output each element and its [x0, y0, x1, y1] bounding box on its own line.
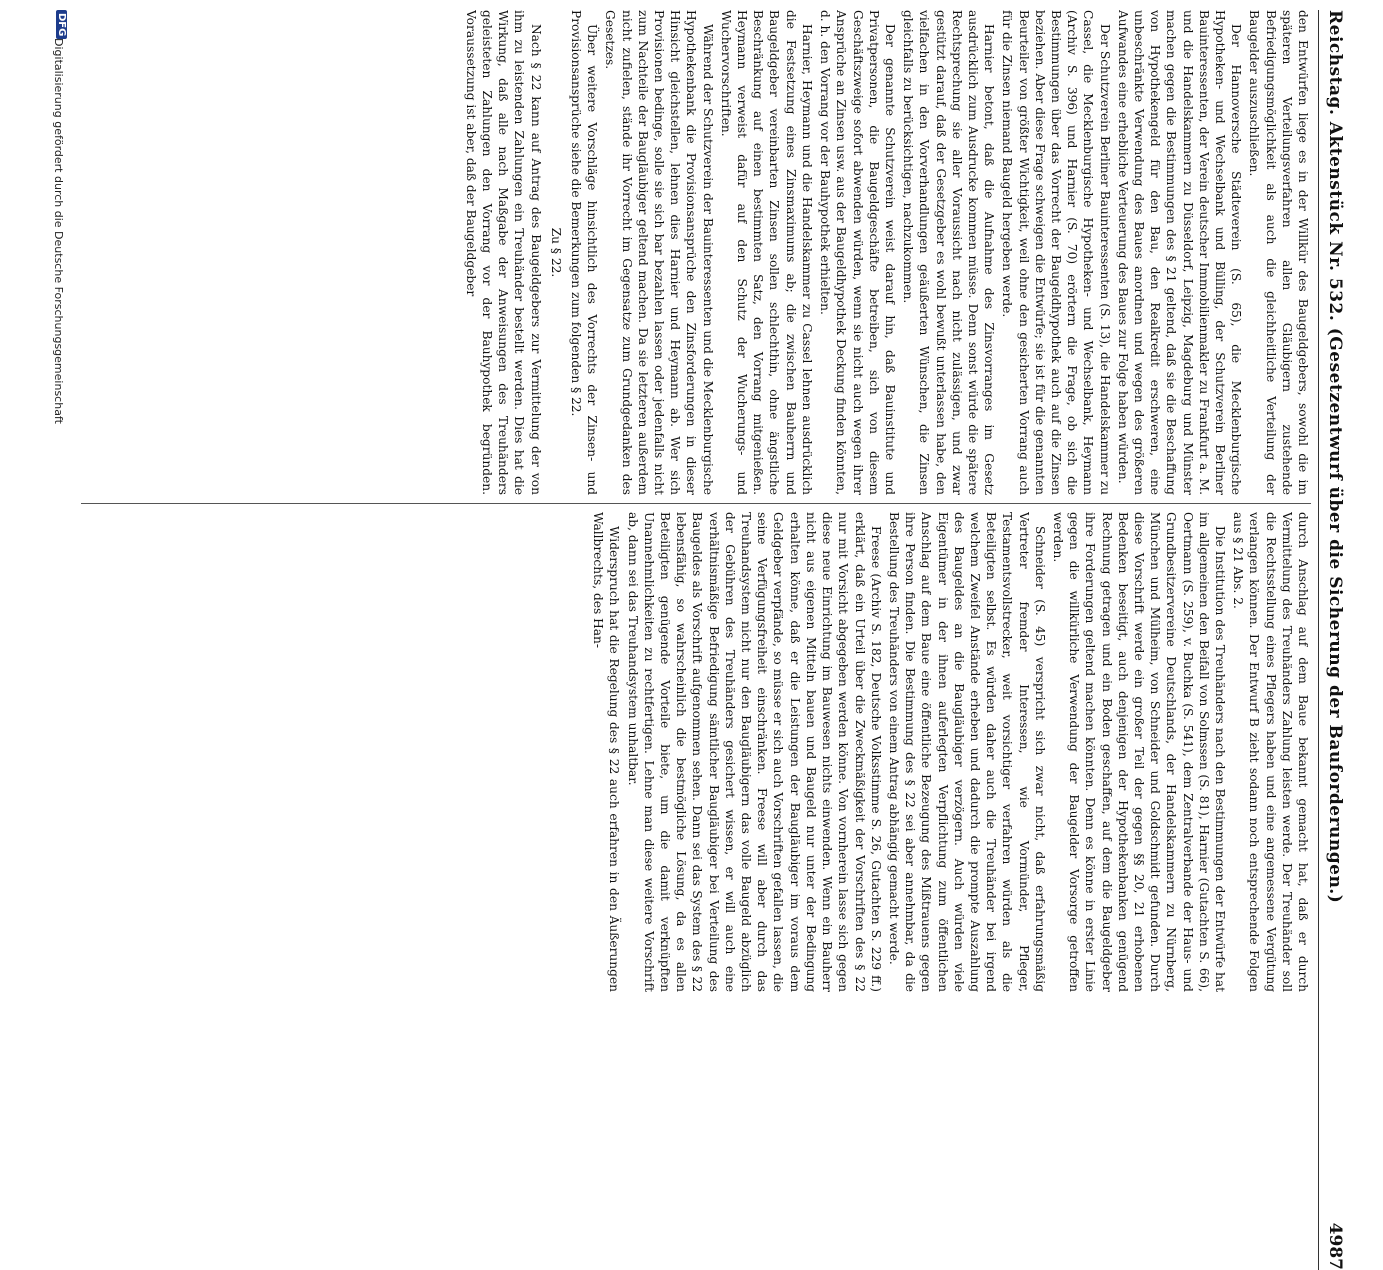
right-column-paragraph: durch Anschlag auf dem Baue bekannt gemacht hat, daß er durch Vermittelung des Treuhänders Zahlung leisten werde. Der Treuhänder soll die Rechtsstellung eines Pflegers haben und eine angemessene Vergütung verlangen können. Der Entwurf B zieht sodann noch entsprechende Folgen aus § 21 Abs. 2. — [1231, 512, 1310, 992]
right-column-paragraph: Freese (Archiv S. 182, Deutsche Volksstimme S. 26, Gutachten S. 229 ff.) erklärt, daß ein Urteil über die Zweckmäßigkeit der Vorschriften des § 22 nur mit Vorsicht abgegeben werden könne. Von vornherein lasse sich gegen diese neue Einrichtung im Bauwesen nichts einwenden. Wenn ein Bauherr nicht aus eigenen Mitteln bauen und Baugeld nur unter der Bedingung erhalten könne, daß er die Leistungen der Baugläubiger im voraus dem Geldgeber verpfände, so müsse er sich auch Vorschriften gefallen lassen, die seine Verfügungsfreiheit einschränken. Freese will aber durch das Treuhandsystem nicht nur den Baugläubigern das volle Baugeld abzüglich der Gebühren des Treuhänders gesichert wissen, er will auch eine verhältnismäßige Befriedigung sämtlicher Baugläubiger bei Verteilung des Baugeldes als Vorschrift aufgenommen sehen. Dann sei das System des § 22 lebensfähig, so wahrscheinlich die bestmögliche Lösung, da es allen Beteiligten genügende Vorteile biete, um die damit verknüpften Unannehmlichkeiten zu rechtfertigen. Lehne man diese weitere Vorschrift ab, dann sei das Treuhandsystem unhaltbar. — [625, 512, 883, 992]
right-column-paragraph: Die Institution des Treuhänders nach den Bestimmungen der Entwürfe hat im allgemeinen den Beifall von Solmssen (S. 81), Harnier (Gutachten S. 66), Oertmann (S. 259), v. Buchka (S. 541), dem Zentralverbande der Haus- und Grundbesitzervereine Deutschlands, der Handelskammern zu Nürnberg, München und Mülheim, von Schneider und Goldschmidt gefunden. Durch diese Vorschrift werde ein großer Teil der gegen §§ 20, 21 erhobenen Bedenken beseitigt, auch denjenigen der Hypothekenbanken genügend Rechnung getragen und ein Boden geschaffen, auf dem die Baugeldgeber ihre Forderungen geltend machen könnten. Denn es könne in erster Linie gegen die willkürliche Verwendung der Baugelder Vorsorge getroffen werden. — [1050, 512, 1227, 992]
right-column-paragraph: Schneider (S. 45) verspricht sich zwar nicht, daß erfahrungsmäßig Vertreter fremder Interessen, wie Vormünder, Pfleger, Testamentsvollstrecker, weit vorsichtiger verfahren würden als die Beteiligten selbst. Es würden daher auch die Treuhänder bei irgend welchem Zweifel Anstände erheben und dadurch die prompte Auszahlung des Baugeldes an die Baugläubiger verzögern. Auch würden viele Eigentümer in der ihnen auferlegten Verpflichtung zum öffentlichen Anschlag auf dem Baue eine öffentliche Bezeugung des Mißtrauens gegen ihre Person finden. Die Bestimmung des § 22 sei aber annehmbar, da die Bestellung des Treuhänders von einem Antrag abhängig gemacht werde. — [886, 512, 1047, 992]
running-title: Reichstag. Aktenstück Nr. 532. (Gesetzentwurf über die Sicherung der Bauforderungen.) — [1325, 10, 1345, 904]
page-header — [1321, 10, 1345, 1270]
left-column-paragraph: den Entwürfen liege es in der Willkür des Baugeldgebers, sowohl die im späteren Verteilungsverfahren allen Gläubigern zustehende Befriedigungsmöglichkeit als auch die gleichheitliche Verteilung der Baugelder auszuschließen. — [1247, 10, 1310, 495]
digitization-credit: Digitalisierung gefördert durch die Deutsche Forschungsgemeinschaft — [52, 38, 65, 424]
right-column — [76, 512, 1311, 992]
left-column — [76, 10, 1311, 495]
left-column-paragraph: Nach § 22 kann auf Antrag des Baugeldgebers zur Vermittelung der von ihm zu leistenden Zahlungen ein Treuhänder bestellt werden. Dies hat die Wirkung, daß alle nach Maßgabe der Anweisungen des Treuhänders geleisteten Zahlungen den Vorrang vor der Bauhypothek begründen. Voraussetzung ist aber, daß der Baugeldgeber — [463, 10, 543, 495]
column-divider — [81, 503, 1311, 504]
right-column-paragraph: Widerspruch hat die Regelung des § 22 auch erfahren in den Äußerungen Wallbrechts, des Han- — [591, 512, 622, 992]
left-column-paragraph: Harnier betont, daß die Aufnahme des Zinsvorranges im Gesetz ausdrücklich zum Ausdrucke kommen müsse. Denn sonst würde die spätere Rechtsprechung sie aller Voraussicht nach nicht zulässigen, und zwar gestützt darauf, daß der Gesetzgeber es wohl bewußt unterlassen habe, den vielfachen in den Vorverhandlungen geäußerten Wünschen, die Zinsen gleichfalls zu berücksichtigen, nachzukommen. — [901, 10, 997, 495]
page-number: 4987 — [1325, 1222, 1345, 1270]
left-column-paragraph: Während der Schutzverein der Bauinteressenten und die Mecklenburgische Hypothekenbank die Provisionsansprüche den Zinsforderungen in dieser Hinsicht gleichstellen, lehnen dies Harnier und Heymann ab. Wer sich Provisionen bedinge, solle sie sich bar bezahlen lassen oder jedenfalls nicht zum Nachteile der Baugläubiger geltend machen. Da sie letzteren außerdem nicht zufielen, stände ihr Vorrecht im Gegensatze zum Grundgedanken des Gesetzes. — [603, 10, 715, 495]
left-column-paragraph: Der Schutzverein Berliner Bauinteressenten (S. 13), die Handelskammer zu Cassel, die Mecklenburgische Hypotheken- und Wechselbank, Heymann (Archiv S. 396) und Harnier (S. 70) erörtern die Frage, ob sich die Bestimmungen über das Vorrecht der Baugeldhypothek auch auf die Zinsen beziehen. Aber diese Frage schweigen die Entwürfe; sie ist für die genannten Beurteiler von größter Wichtigkeit, weil ohne den gesicherten Vorrang auch für die Zinsen niemand Baugeld hergeben werde. — [1000, 10, 1112, 495]
left-column-paragraph: Der Hannoversche Städteverein (S. 65), die Mecklenburgische Hypotheken- und Wechselbank und Bülling, der Schutzverein Berliner Bauinteressenten, der Verein deutscher Immobilienmakler zu Frankfurt a. M. und die Handelskammern zu Düsseldorf, Leipzig, Magdeburg und Münster machen gegen die Bestimmungen des § 21 geltend, daß sie die Beschaffung von Hypothekengeld für den Bau, den Realkredit erschweren, eine unbeschränkte Verwendung des Baues anordnen und wegen des größeren Aufwandes eine erhebliche Verteuerung des Baues zur Folge haben würden. — [1115, 10, 1244, 495]
header-rule — [1318, 10, 1319, 1270]
left-column-paragraph: Über weitere Vorschläge hinsichtlich des Vorrechts der Zinsen- und Provisionsansprüche siehe die Bemerkungen zum folgenden § 22. — [569, 10, 600, 495]
left-column-paragraph: Der genannte Schutzverein weist darauf hin, daß Bauinstitute und Privatpersonen, die Baugeldgeschäfte betreiben, sich von diesem Geschäftszweige sofort abwenden würden, wenn sie nicht auch wegen ihrer Ansprüche an Zinsen usw. aus der Baugeldhypothek Deckung finden könnten, d. h. den Vorrang vor der Bauhypothek erhielten. — [818, 10, 897, 495]
dfg-logo: DFG — [56, 10, 67, 39]
left-column-paragraph: Zu § 22. — [548, 227, 563, 278]
left-column-paragraph: Harnier, Heymann und die Handelskammer zu Cassel lehnen ausdrücklich die Festsetzung eines Zinsmaximums ab; die zwischen Bauherrn und Baugeldgeber vereinbarten Zinsen sollen schlechthin, ohne ängstliche Beschränkung auf einen bestimmten Satz, den Vorrang mitgenießen. Heymann verweist dafür auf den Schutz der Wucherungs- und Wuchervorschriften. — [718, 10, 814, 495]
footer-strip — [5, 10, 65, 990]
